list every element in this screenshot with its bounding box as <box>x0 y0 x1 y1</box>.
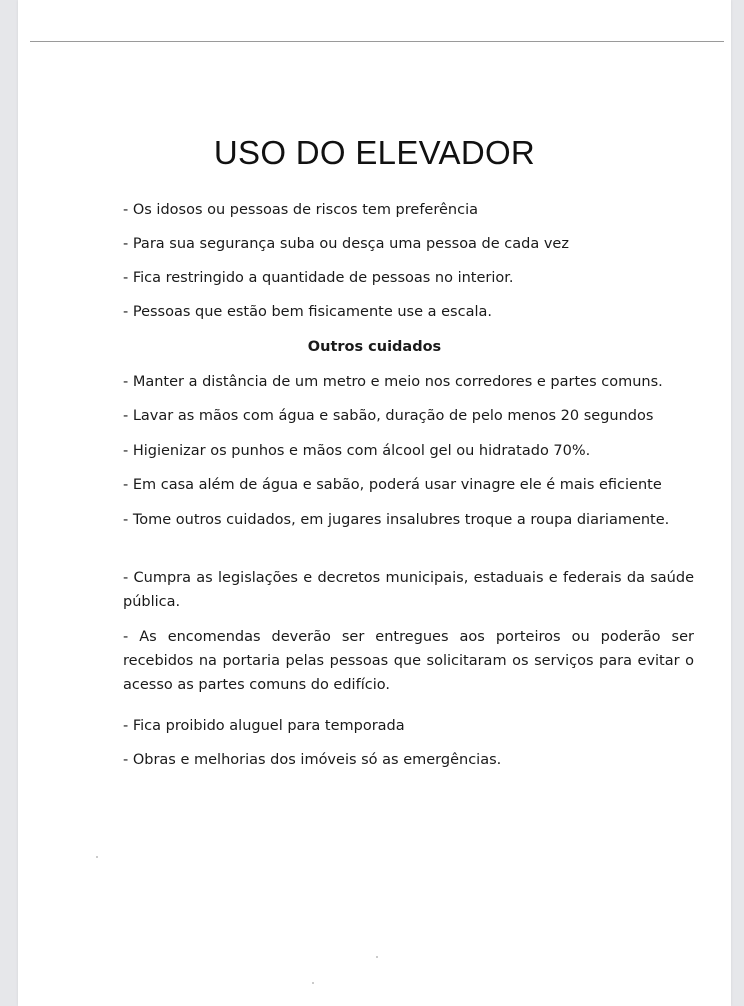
scan-speck <box>376 956 378 958</box>
section-subheading: Outros cuidados <box>307 339 442 355</box>
care-item: - Higienizar os punhos e mãos com álcool gel ou hidratado 70%. <box>123 443 591 459</box>
document-page <box>18 0 731 1006</box>
care-item: - As encomendas deverão ser entregues aos porteiros ou poderão ser recebidos na portaria pelas pessoas que solicitaram os serviços para evitar o acesso as partes comuns do edifício. <box>123 629 694 693</box>
top-divider <box>30 41 724 42</box>
care-item: - Fica proibido aluguel para temporada <box>123 718 405 734</box>
care-item: - Tome outros cuidados, em jugares insalubres troque a roupa diariamente. <box>123 512 670 528</box>
elevator-rule-item: - Para sua segurança suba ou desça uma pessoa de cada vez <box>123 236 569 252</box>
care-item: - Cumpra as legislações e decretos municipais, estaduais e federais da saúde pública. <box>123 570 694 610</box>
elevator-rule-item: - Fica restringido a quantidade de pessoas no interior. <box>123 270 514 286</box>
care-item: - Lavar as mãos com água e sabão, duração de pelo menos 20 segundos <box>123 408 654 424</box>
page-title: USO DO ELEVADOR <box>213 134 536 171</box>
care-item: - Obras e melhorias dos imóveis só as emergências. <box>123 752 502 768</box>
care-item: - Em casa além de água e sabão, poderá usar vinagre ele é mais eficiente <box>123 477 662 493</box>
care-item: - Manter a distância de um metro e meio nos corredores e partes comuns. <box>123 374 663 390</box>
elevator-rule-item: - Os idosos ou pessoas de riscos tem preferência <box>123 202 478 218</box>
scan-speck <box>96 856 98 858</box>
elevator-rule-item: - Pessoas que estão bem fisicamente use a escala. <box>123 304 492 320</box>
scan-speck <box>312 982 314 984</box>
